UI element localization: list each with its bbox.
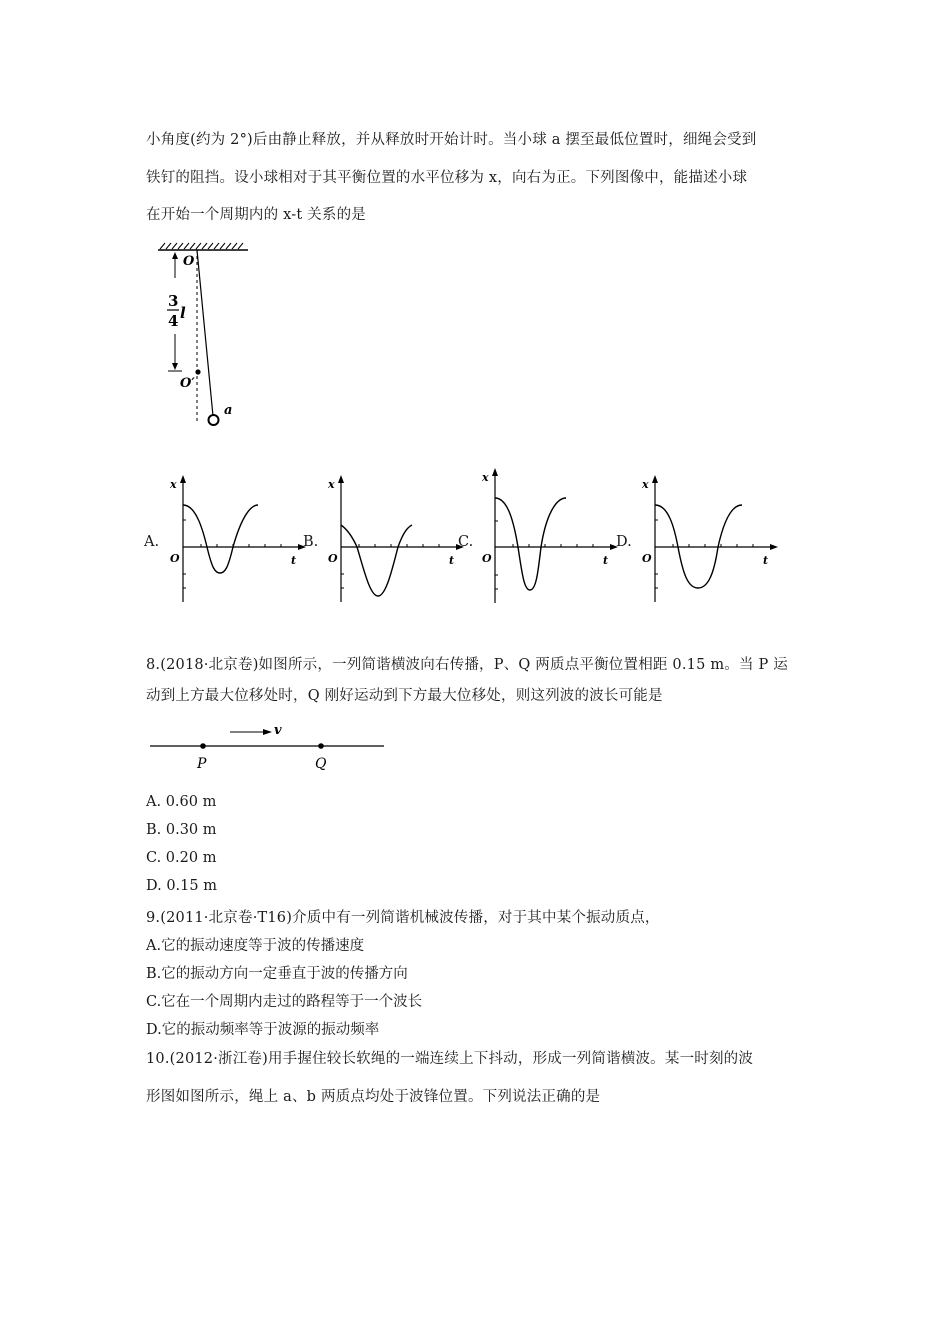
q7-line-1: 小角度(约为 2°)后由静止释放，并从释放时开始计时。当小球 a 摆至最低位置时，细绳会受到 (146, 132, 757, 148)
q7-line-3: 在开始一个周期内的 x-t 关系的是 (146, 207, 366, 223)
svg-text:t: t (763, 554, 769, 567)
svg-text:x: x (170, 478, 177, 491)
svg-text:O: O (482, 552, 492, 565)
q8-option-b: B. 0.30 m (146, 822, 217, 838)
graph-c (472, 463, 622, 608)
point-p (200, 743, 206, 749)
graph-a-label: A. (144, 534, 160, 550)
q8-line-1: 8.(2018·北京卷)如图所示，一列简谐横波向右传播，P、Q 两质点平衡位置相距 0.15 m。当 P 运 (146, 657, 788, 673)
q9-option-a: A.它的振动速度等于波的传播速度 (146, 938, 365, 954)
pendulum-string (197, 250, 213, 416)
svg-text:O: O (328, 552, 338, 565)
q10-line-1: 10.(2012·浙江卷)用手握住较长软绳的一端连续上下抖动，形成一列简谐横波。某一时刻的波 (146, 1051, 754, 1067)
graph-d (632, 470, 782, 610)
point-q-label: Q (315, 756, 327, 772)
ball-a-label: a (224, 403, 233, 418)
q10-line-2: 形图如图所示，绳上 a、b 两质点均处于波锋位置。下列说法正确的是 (146, 1089, 601, 1105)
q9-option-b: B.它的振动方向一定垂直于波的传播方向 (146, 966, 408, 982)
q8-line-2: 动到上方最大位移处时，Q 刚好运动到下方最大位移处，则这列波的波长可能是 (146, 688, 663, 704)
svg-text:x: x (482, 471, 489, 484)
fraction-variable: l (180, 304, 186, 322)
nail-dot (195, 369, 200, 374)
q9-option-c: C.它在一个周期内走过的路程等于一个波长 (146, 994, 423, 1010)
q8-option-c: C. 0.20 m (146, 850, 217, 866)
svg-text:t: t (603, 554, 609, 567)
graph-b (318, 470, 468, 610)
point-q (318, 743, 324, 749)
q9-option-d: D.它的振动频率等于波源的振动频率 (146, 1022, 380, 1038)
q8-option-d: D. 0.15 m (146, 878, 217, 894)
svg-text:x: x (328, 478, 335, 491)
svg-text:t: t (449, 554, 455, 567)
graph-b-label: B. (303, 534, 319, 550)
q9-stem: 9.(2011·北京卷·T16)介质中有一列简谐机械波传播，对于其中某个振动质点， (146, 910, 660, 926)
ceiling-hatch (160, 243, 243, 249)
point-o-label: O (183, 254, 195, 269)
wave-pq-figure (146, 718, 391, 776)
velocity-label: v (274, 723, 282, 738)
svg-text:t: t (291, 554, 297, 567)
ball-a (209, 415, 219, 425)
svg-text:O: O (642, 552, 652, 565)
svg-text:x: x (642, 478, 649, 491)
pendulum-figure (150, 238, 260, 438)
q8-option-a: A. 0.60 m (146, 794, 217, 810)
graph-d-label: D. (616, 534, 632, 550)
graph-c-label: C. (458, 534, 474, 550)
graph-a (160, 470, 310, 610)
fraction-numerator: 3 (168, 292, 179, 310)
fraction-denominator: 4 (168, 312, 179, 330)
point-o-prime-label: O′ (180, 376, 195, 391)
q7-line-2: 铁钉的阻挡。设小球相对于其平衡位置的水平位移为 x，向右为正。下列图像中，能描述小球 (146, 170, 748, 186)
point-p-label: P (197, 756, 207, 772)
svg-text:O: O (170, 552, 180, 565)
